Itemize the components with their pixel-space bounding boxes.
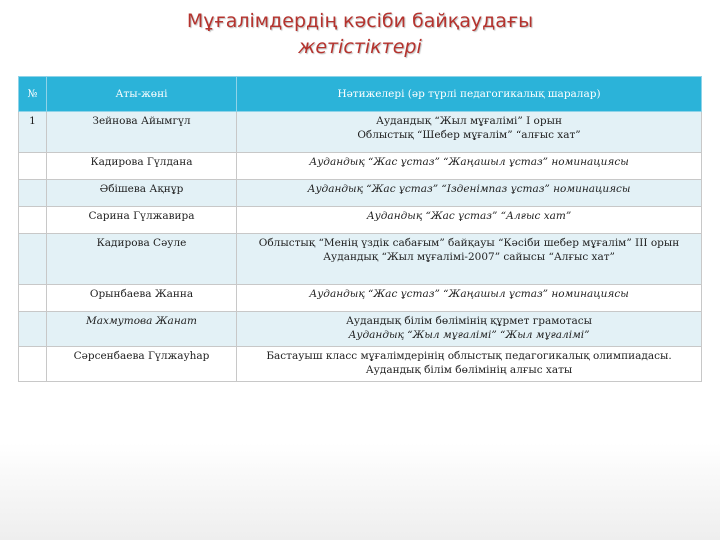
cell-name: Сарина Гүлжавира: [47, 207, 237, 234]
header-results: Нәтижелері (әр түрлі педагогикалық шаралар): [237, 77, 702, 112]
table-row: [19, 347, 702, 382]
table-row: [19, 112, 702, 153]
cell-number: [19, 312, 47, 347]
title-line-1: Мұғалімдердің кәсіби байқаудағы: [186, 10, 534, 32]
table-row: [19, 207, 702, 234]
cell-results: [237, 153, 702, 180]
table-row: [19, 312, 702, 347]
achievements-table: [18, 76, 702, 382]
cell-results: [237, 312, 702, 347]
table-row: [19, 285, 702, 312]
cell-name: Кадирова Гүлдана: [47, 153, 237, 180]
table-row: [19, 180, 702, 207]
cell-results: [237, 285, 702, 312]
cell-number: 1: [19, 112, 47, 153]
cell-name: Кадирова Сәуле: [47, 234, 237, 285]
result-line: Аудандық “Жыл мұғалімі-2007” сайысы “Алғыс хат”: [323, 251, 615, 263]
cell-number: [19, 347, 47, 382]
cell-name: Сәрсенбаева Гүлжауһар: [47, 347, 237, 382]
slide-title: [0, 8, 720, 60]
cell-name: Махмутова Жанат: [47, 312, 237, 347]
result-line: Аудандық “Жас ұстаз” “Алғыс хат”: [366, 210, 572, 222]
cell-results: [237, 347, 702, 382]
cell-number: [19, 207, 47, 234]
result-line: Аудандық “Жыл мұғалімі” І орын: [376, 115, 562, 127]
cell-name: Әбішева Ақнұр: [47, 180, 237, 207]
cell-results: [237, 180, 702, 207]
table-header-row: [19, 77, 702, 112]
title-line-2: жетістіктері: [298, 36, 422, 58]
result-line: Облыстық “Шебер мұғалім” “алғыс хат”: [357, 129, 581, 141]
cell-name: Орынбаева Жанна: [47, 285, 237, 312]
cell-number: [19, 180, 47, 207]
result-line: Бастауыш класс мұғалімдерінің облыстық педагогикалық олимпиадасы. Аудандық білім бөлімінің алғыс хаты: [266, 350, 672, 376]
cell-number: [19, 234, 47, 285]
cell-number: [19, 153, 47, 180]
cell-name: Зейнова Айымгүл: [47, 112, 237, 153]
result-line: Облыстық “Менің үздік сабағым” байқауы “Кәсіби шебер мұғалім” ІІІ орын: [258, 237, 680, 249]
result-line: Аудандық “Жас ұстаз” “Ізденімпаз ұстаз” номинациясы: [307, 183, 631, 195]
table-row: [19, 234, 702, 285]
cell-results: [237, 234, 702, 285]
cell-number: [19, 285, 47, 312]
result-line: Аудандық білім бөлімінің құрмет грамотасы: [345, 315, 593, 327]
result-line: Аудандық “Жас ұстаз” “Жаңашыл ұстаз” номинациясы: [309, 288, 629, 300]
cell-results: [237, 112, 702, 153]
result-line: Аудандық “Жыл мұғалімі” “Жыл мұғалімі”: [348, 329, 590, 341]
result-line: Аудандық “Жас ұстаз” “Жаңашыл ұстаз” номинациясы: [309, 156, 629, 168]
table-row: [19, 153, 702, 180]
header-name: Аты-жөні: [47, 77, 237, 112]
header-number: №: [19, 77, 47, 112]
cell-results: [237, 207, 702, 234]
